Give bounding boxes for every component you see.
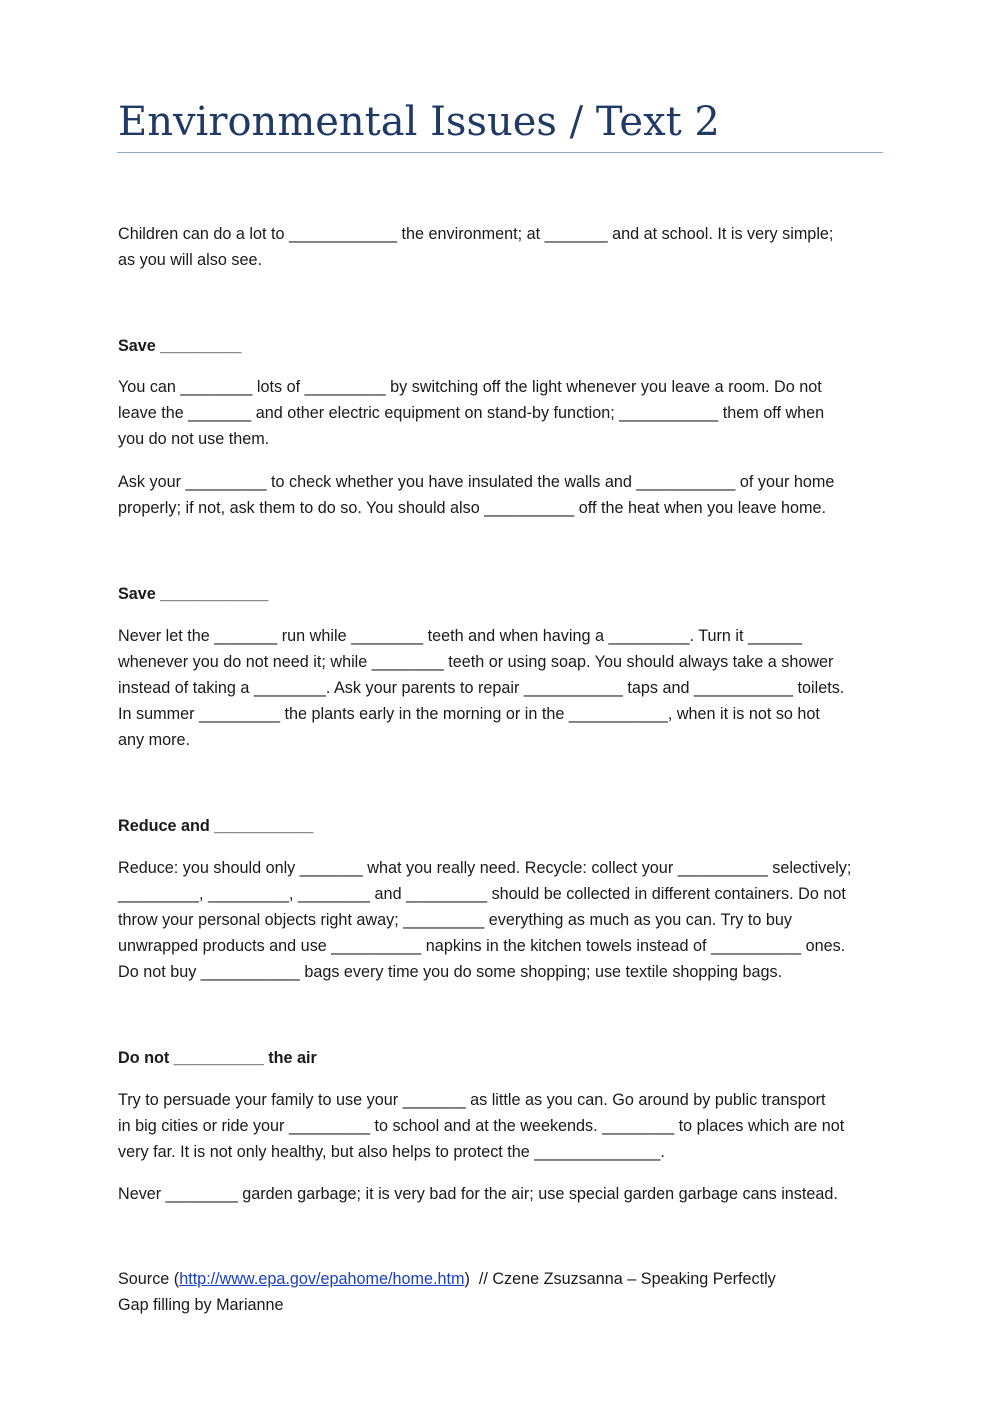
section-heading-save-water: Save ____________ <box>118 585 269 603</box>
intro-paragraph: Children can do a lot to ____________ the environment; at _______ and at school. It is very simple; as you will also see. <box>118 225 834 269</box>
source-prefix: Source ( <box>118 1270 180 1288</box>
section-1-paragraph-1: You can ________ lots of _________ by switching off the light whenever you leave a room. Do not leave the _______ and other electric equipment on stand-by function; ___________ them off when you do not use them. <box>118 378 825 448</box>
section-2-paragraph-1: Never let the _______ run while ________ teeth and when having a _________. Turn it ______ whenever you do not need it; while ________ teeth or using soap. You should always take a shower instead of taking a ________. Ask your parents to repair ___________ taps and ___________ toilets. In summer _________ the plants early in the morning or in the ___________, when it is not so hot any more. <box>118 627 845 749</box>
section-heading-reduce-recycle: Reduce and ___________ <box>118 817 314 835</box>
section-4-paragraph-2: Never ________ garden garbage; it is very bad for the air; use special garden garbage cans instead. <box>118 1185 838 1203</box>
source-line <box>118 1266 898 1292</box>
section-heading-save-energy: Save _________ <box>118 337 242 355</box>
section-4-paragraph-1: Try to persuade your family to use your _______ as little as you can. Go around by public transport in big cities or ride your _________ to school and at the weekends. ________ to places which are not very far. It is not only healthy, but also helps to protect the ______________. <box>118 1091 845 1161</box>
section-1-paragraph-2: Ask your _________ to check whether you have insulated the walls and ___________ of your home properly; if not, ask them to do so. You should also __________ off the heat when you leave home. <box>118 473 835 517</box>
section-heading-do-not-pollute: Do not __________ the air <box>118 1049 317 1067</box>
page-title: Environmental Issues / Text 2 <box>118 99 720 145</box>
title-underline <box>117 152 883 153</box>
section-3-paragraph-1: Reduce: you should only _______ what you really need. Recycle: collect your __________ selectively; _________, _________, ________ and _________ should be collected in different containers. Do not throw your personal objects right away; _________ everything as much as you can. Try to buy unwrapped products and use __________ napkins in the kitchen towels instead of __________ ones. Do not buy ___________ bags every time you do some shopping; use textile shopping bags. <box>118 859 852 981</box>
source-link[interactable]: http://www.epa.gov/epahome/home.htm <box>179 1270 465 1288</box>
credit-line: Gap filling by Marianne <box>118 1296 284 1314</box>
source-suffix: ) // Czene Zsuzsanna – Speaking Perfectly <box>464 1270 776 1288</box>
